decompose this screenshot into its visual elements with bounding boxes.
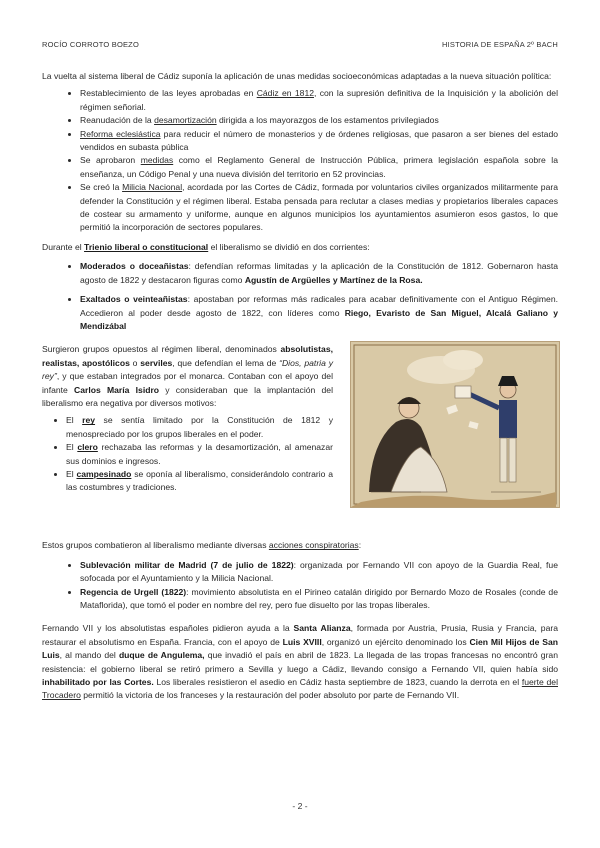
measures-list — [42, 87, 558, 234]
list-item: • Se creó la Milicia Nacional, acordada por las Cortes de Cádiz, formada por voluntarios civiles organizados militarmente para defender la Constitución y el régimen liberal. Estaba pensada para reclutar a clases medias y propietarios liberales capaces de costear su armamento y uniforme, aunque en algunos municipios los ayuntamientos asumieron esos gastos, lo que permitió la incorporación de sectores populares. — [80, 181, 558, 235]
intro-paragraph: La vuelta al sistema liberal de Cádiz suponía la aplicación de unas medidas socioeconómicas adaptadas a la nueva situación política: — [42, 71, 552, 81]
absolutists-paragraph: Surgieron grupos opuestos al régimen liberal, denominados absolutistas, realistas, apostólicos o serviles, que defendían el lema de “Dios, patria y rey”, y que estaban integrados por el monarca. Contaban con el apoyo del infante Carlos María Isidro y consideraban que la implantación del liberalismo era negativa por diversos motivos: — [42, 344, 333, 408]
header-course: HISTORIA DE ESPAÑA 2º BACH — [441, 40, 558, 49]
reasons-list — [42, 414, 333, 494]
currents-list — [42, 260, 558, 333]
list-item: • Reforma eclesiástica para reducir el número de monasterios y de órdenes religiosas, que pasaron a ser bienes del estado vendidos en subasta pública — [80, 128, 558, 155]
list-item: • El rey se sentía limitado por la Constitución de 1812 y menospreciado por los grupos liberales en el poder. — [66, 414, 333, 441]
list-item: • Regencia de Urgell (1822): movimiento absolutista en el Pirineo catalán dirigido por Bernardo Mozo de Rosales (conde de Mataflorida), que tomó el poder en nombre del rey, pero fue disuelto por las tropas liberales. — [80, 586, 558, 613]
list-item: • Exaltados o veinteañistas: apostaban por reformas más radicales para acabar definitivamente con el Antiguo Régimen. Accedieron al poder desde agosto de 1822, con líderes como Riego, Evaristo de San Miguel, Alcalá Galiano y Mendizábal — [80, 293, 558, 333]
page-content — [42, 70, 558, 703]
list-item: • Se aprobaron medidas como el Reglamento General de Instrucción Pública, primera legislación española sobre la enseñanza, un Código Penal y una nueva división del territorio en 52 provincias. — [80, 154, 558, 181]
conspiracies-list — [42, 559, 558, 613]
page-header — [42, 40, 558, 52]
list-item: • Sublevación militar de Madrid (7 de julio de 1822): organizada por Fernando VII con apoyo de la Guardia Real, fue sofocada por el Ayuntamiento y la Milicia Nacional. — [80, 559, 558, 586]
list-item: • El campesinado se oponía al liberalismo, considerándolo contrario a las costumbres y tradiciones. — [66, 468, 333, 495]
conspiracies-paragraph: Estos grupos combatieron al liberalismo mediante diversas acciones conspiratorias: — [42, 540, 362, 551]
list-item: • El clero rechazaba las reformas y la desamortización, al amenazar sus dominios e ingresos. — [66, 441, 333, 468]
page-number: - 2 - — [292, 801, 308, 811]
list-item: • Restablecimiento de las leyes aprobadas en Cádiz en 1812, con la supresión definitiva de la Inquisición y la abolición del régimen señorial. — [80, 87, 558, 114]
header-author: ROCÍO CORROTO BOEZO — [42, 40, 140, 49]
historical-engraving — [350, 341, 560, 508]
final-paragraph: Fernando VII y los absolutistas españoles pidieron ayuda a la Santa Alianza, formada por Austria, Prusia, Rusia y Francia, para restaurar el absolutismo en España. Francia, con el apoyo de Luis XVIII, organizó un ejército denominado los Cien Mil Hijos de San Luis, al mando del duque de Angulema, que invadió el país en abril de 1823. La llegada de las tropas francesas no encontró gran resistencia: el gobierno liberal se retiró primero a Sevilla y luego a Cádiz, llevando consigo a Fernando VII, quien había sido inhabilitado por las Cortes. Los liberales resistieron el asedio en Cádiz hasta septiembre de 1823, cuando la derrota en el fuerte del Trocadero permitió la victoria de los franceses y la restauración del poder absoluto por parte de Fernando VII. — [42, 623, 558, 701]
absolutists-section — [42, 343, 558, 539]
list-item: • Moderados o doceañistas: defendían reformas limitadas y la aplicación de la Constitución de 1812. Gobernaron hasta agosto de 1822 y destacaron figuras como Agustín de Argüelles y Martínez de la Rosa. — [80, 260, 558, 287]
list-item: • Reanudación de la desamortización dirigida a los mayorazgos de los estamentos privilegiados — [80, 114, 558, 127]
trienio-paragraph: Durante el Trienio liberal o constitucional el liberalismo se dividió en dos corrientes: — [42, 241, 370, 252]
